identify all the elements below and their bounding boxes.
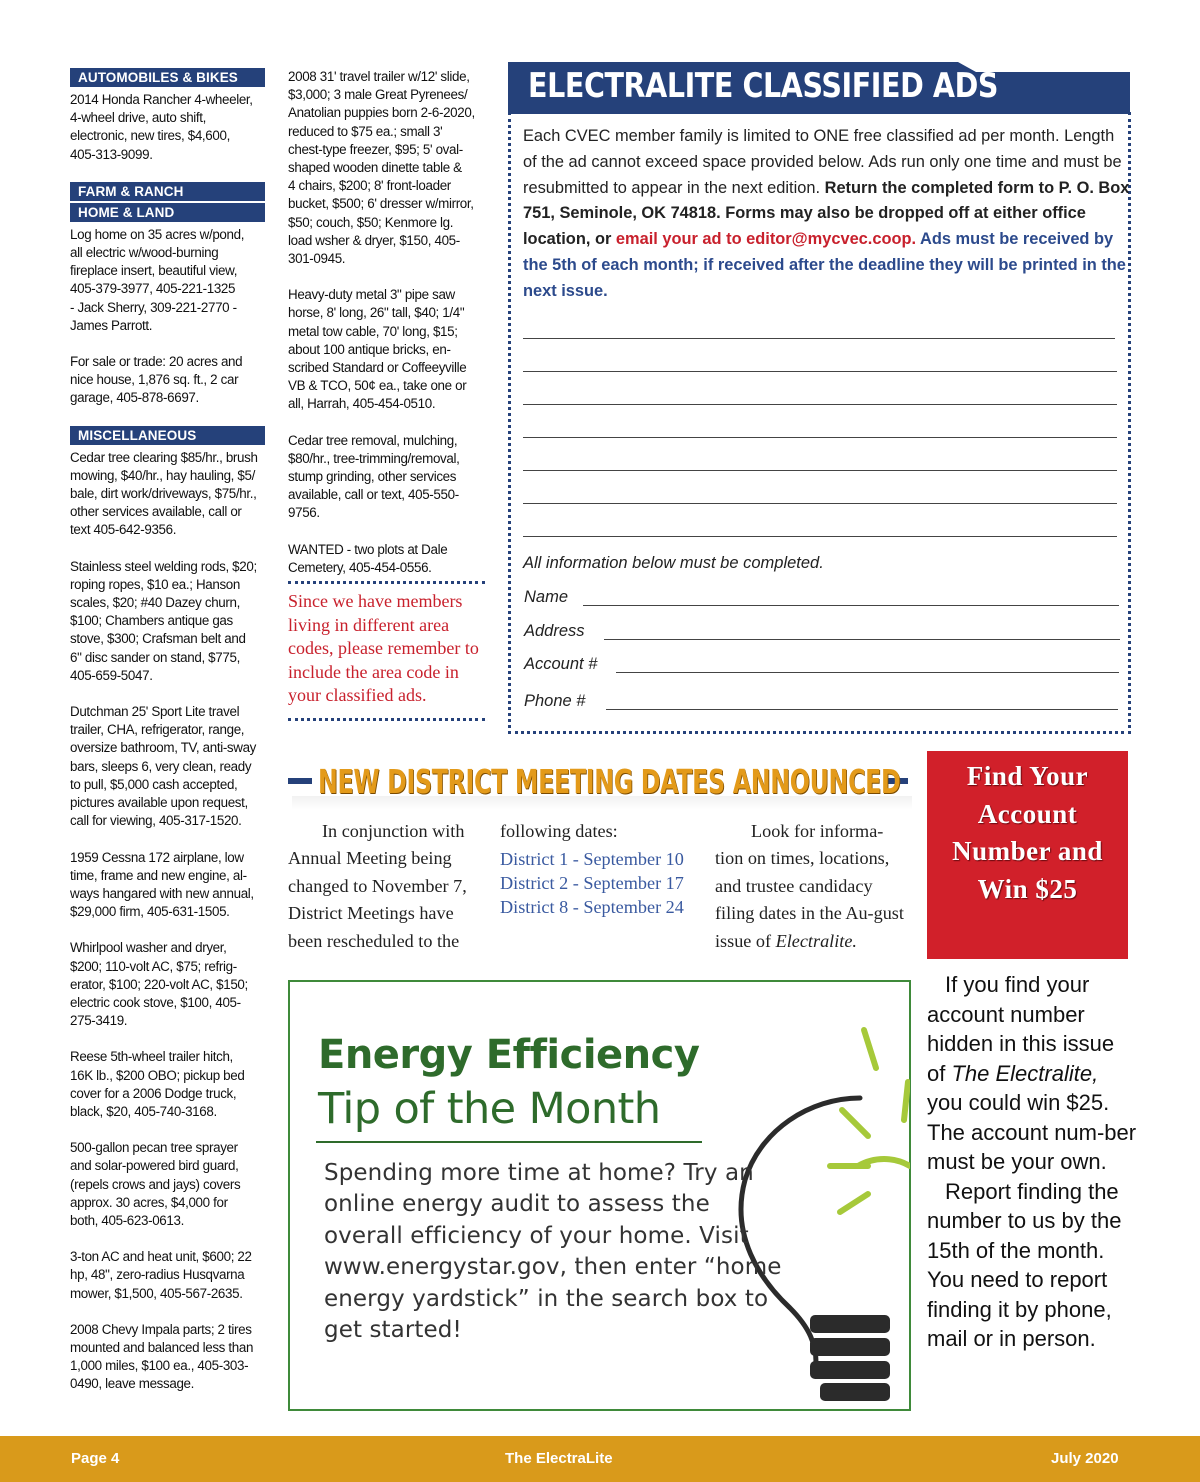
ad-text-line[interactable]	[523, 338, 1115, 339]
classified-column-1	[70, 68, 265, 1412]
classified-ad: Stainless steel welding rods, $20; roping ropes, $10 ea.; Hanson scales, $20; #40 Dazey churn, $100; Chambers antique gas stove, $300; Crafsman belt and 6" disc sander on stand, $775, 405-659-5047.	[70, 558, 257, 683]
classified-ad: Reese 5th-wheel trailer hitch, 16K lb., $200 OBO; pickup bed cover for a 2006 Dodge truck, black, $20, 405-740-3168.	[70, 1049, 245, 1119]
district-intro: following dates:	[500, 821, 618, 841]
account-label: Account #	[524, 655, 598, 673]
district-date-list	[500, 847, 700, 919]
find-p1-italic: The Electralite,	[951, 1060, 1099, 1086]
classified-ad: Whirlpool washer and dryer, $200; 110-volt AC, $75; refrig- erator, $100; 220-volt AC, $150; electric cook stove, $100, 405- 275-3419.	[70, 940, 248, 1029]
find-account-body	[927, 970, 1137, 1354]
classified-ad: Dutchman 25' Sport Lite travel trailer, CHA, refrigerator, range, oversize bathroom, TV, anti-sway bars, sleeps 6, very clean, ready to pull, $5,000 cash accepted, pictures available upon request, call for viewing, 405-317-1520.	[70, 704, 257, 829]
phone-field[interactable]	[606, 709, 1118, 710]
form-instructions	[523, 124, 1131, 305]
classified-ad: 2008 Chevy Impala parts; 2 tires mounted and balanced less than 1,000 miles, $100 ea., 405-303- 0490, leave message.	[70, 1321, 254, 1392]
classified-ad: 500-gallon pecan tree sprayer and solar-powered bird guard, (repels crows and jays) covers approx. 30 acres, $4,000 for both, 405-623-0613.	[70, 1140, 241, 1228]
district-text-col3	[715, 818, 911, 955]
district-text-col1: In conjunction with Annual Meeting being changed to November 7, District Meetings have been rescheduled to the	[288, 821, 467, 951]
ad-text-line[interactable]	[523, 470, 1117, 471]
classified-ad: 2008 31' travel trailer w/12' slide, $3,000; 3 male Great Pyrenees/ Anatolian puppies born 2-6-2020, reduced to $75 ea.; small 3' chest-type freezer, $95; 5' oval- shaped wooden dinette table & 4 chairs, $200; 8' front-loader bucket, $500; 6' dresser w/mirror, $50; couch, $50; Kenmore lg. load wsher & dryer, $150, 405- 301-0945.	[288, 69, 475, 267]
district-date: District 1 - September 10	[500, 849, 684, 870]
issue-date: July 2020	[1051, 1450, 1119, 1467]
ad-text-line[interactable]	[523, 371, 1117, 372]
ad-text-line[interactable]	[523, 404, 1117, 405]
publication-title: The ElectraLite	[505, 1450, 613, 1467]
form-intro-text: Each CVEC member family is limited to ONE free classified ad per month. Length of the ad cannot exceed space provided below. Ads run only one time and must be resubmitted to appear in the next edition.	[523, 127, 1122, 197]
classified-ad: 3-ton AC and heat unit, $600; 22 hp, 48", zero-radius Husqvarna mower, $1,500, 405-567-2635.	[70, 1249, 252, 1301]
form-deadline-note: Ads must be received by the 5th of each month; if received after the deadline they will be printed in the next issue.	[523, 230, 1126, 300]
find-account-paragraph-2: Report finding the number to us by the 15th of the month. You need to report finding it by phone, mail or in person.	[927, 1178, 1122, 1351]
district-text-col2	[500, 818, 700, 919]
classified-ad: Log home on 35 acres w/pond, all electric w/wood-burning fireplace insert, beautiful view, 405-379-3977, 405-221-1325 - Jack Sherry, 309-221-2770 - James Parrott.	[70, 226, 245, 333]
district-col3-text: Look for informa-tion on times, locations, and trustee candidacy filing dates in the Au-gust issue of	[715, 821, 904, 951]
ad-text-line[interactable]	[523, 536, 1117, 537]
section-header-home-land: HOME & LAND	[70, 203, 265, 222]
tip-title-line2: Tip of the Month	[318, 1084, 661, 1134]
address-label: Address	[524, 622, 585, 640]
find-account-paragraph-1	[927, 970, 1137, 1177]
page-number: Page 4	[71, 1450, 120, 1467]
address-field[interactable]	[604, 639, 1120, 640]
form-email-link[interactable]: email your ad to editor@mycvec.coop.	[615, 230, 917, 249]
area-code-note: Since we have members living in different area codes, please remember to include the area code in your classified ads.	[288, 591, 479, 706]
phone-label: Phone #	[524, 692, 586, 710]
classified-ad: 2014 Honda Rancher 4-wheeler, 4-wheel drive, auto shift, electronic, new tires, $4,600, 405-313-9099.	[70, 92, 253, 162]
find-p1-text-end: you could win $25. The account num-ber must be your own.	[927, 1090, 1137, 1174]
tip-title-rule	[316, 1141, 702, 1143]
district-headline: NEW DISTRICT MEETING DATES ANNOUNCED	[318, 762, 901, 801]
dotted-divider	[288, 718, 485, 721]
section-header-automobiles: AUTOMOBILES & BIKES	[70, 68, 265, 87]
classified-ad: For sale or trade: 20 acres and nice house, 1,876 sq. ft., 2 car garage, 405-878-6697.	[70, 354, 243, 406]
ad-text-line[interactable]	[523, 437, 1117, 438]
ad-text-line[interactable]	[523, 503, 1117, 504]
find-p1-text: If you find your account number hidden in this issue of	[927, 972, 1115, 1086]
section-header-farm-ranch: FARM & RANCH	[70, 182, 265, 201]
tip-title-line1: Energy Efficiency	[318, 1032, 700, 1078]
district-date: District 2 - September 17	[500, 873, 684, 894]
name-label: Name	[524, 588, 569, 606]
headline-dash-left	[288, 778, 312, 784]
classified-ad: 1959 Cessna 172 airplane, low time, frame and new engine, al- ways hangared with new annual, $29,000 firm, 405-631-1505.	[70, 849, 254, 920]
tip-body: Spending more time at home? Try an online energy audit to assess the overall efficiency of your home. Visit www.energystar.gov, then enter “home energy yardstick” in the search box to get started!	[324, 1160, 782, 1344]
publication-name: Electralite.	[775, 930, 857, 951]
classified-ad: Heavy-duty metal 3" pipe saw horse, 8' long, 26" tall, $40; 1/4" metal tow cable, 70' long, $15; about 100 antique bricks, en- scribed Standard or Coffeeyville VB & TCO, 50¢ ea., take one or all, Harrah, 405-454-0510.	[288, 287, 467, 412]
required-note: All information below must be completed.	[523, 554, 824, 572]
classified-ad: WANTED - two plots at Dale Cemetery, 405-454-0556.	[288, 541, 448, 575]
section-header-miscellaneous: MISCELLANEOUS	[70, 426, 265, 445]
classified-ad: Cedar tree clearing $85/hr., brush mowing, $40/hr., hay hauling, $5/ bale, dirt work/driveways, $75/hr., other services available, call or text 405-642-9356.	[70, 449, 258, 538]
form-title: ELECTRALITE CLASSIFIED ADS	[528, 66, 999, 106]
name-field[interactable]	[583, 605, 1119, 606]
find-account-title: Find Your Account Number and Win $25	[952, 761, 1103, 904]
form-return-address: Return the completed form to P. O. Box 751, Seminole, OK 74818. Forms may also be dropped off at either office location, or	[523, 178, 1130, 249]
account-field[interactable]	[616, 672, 1119, 673]
classified-ad: Cedar tree removal, mulching, $80/hr., tree-trimming/removal, stump grinding, other services available, call or text, 405-550- 9756.	[288, 432, 460, 521]
dotted-divider	[288, 581, 485, 584]
district-date: District 8 - September 24	[500, 897, 684, 918]
classified-column-2	[288, 68, 485, 727]
